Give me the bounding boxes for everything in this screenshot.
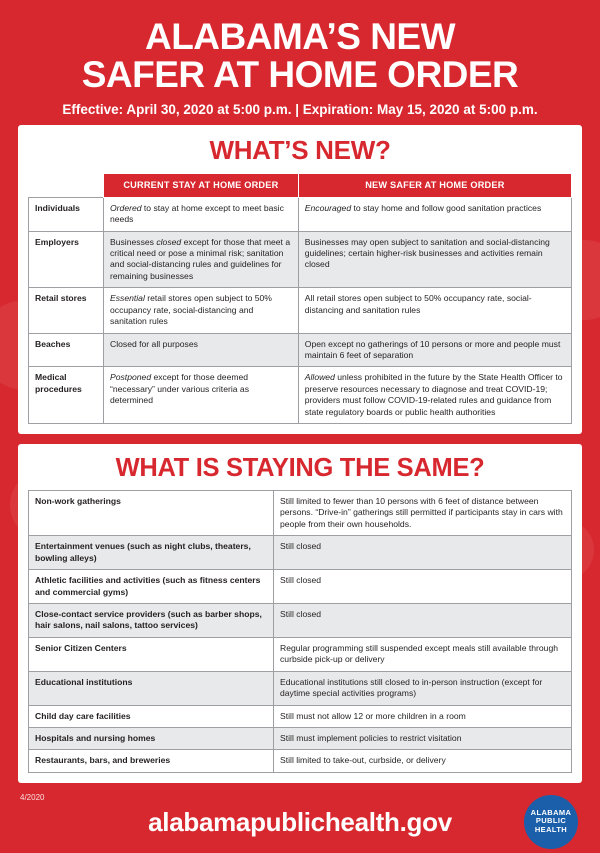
cell-athletic-facilities: Still closed (274, 570, 572, 604)
table-row (29, 603, 572, 637)
row-label-entertainment-venues: Entertainment venues (such as night clubs, theaters, bowling alleys) (29, 536, 274, 570)
cell-emphasis: Essential (110, 293, 145, 304)
cell-beaches-current (104, 333, 299, 367)
whats-new-title: WHAT’S NEW? (209, 135, 391, 166)
staying-same-panel (18, 444, 582, 783)
row-label-employers: Employers (29, 231, 104, 288)
page-title-line-2: SAFER AT HOME ORDER (81, 53, 519, 95)
column-header-blank (29, 174, 104, 197)
logo-line-1: ALABAMA (530, 807, 572, 817)
date-stamp: 4/2020 (20, 792, 45, 802)
effective-dates: Effective: April 30, 2020 at 5:00 p.m. | Expiration: May 15, 2020 at 5:00 p.m. (62, 102, 538, 118)
cell-emphasis: Ordered (110, 202, 142, 213)
cell-hospitals-nursing-homes: Still must implement policies to restrict visitation (274, 727, 572, 749)
table-row (29, 671, 572, 705)
column-header-new-order: NEW SAFER AT HOME ORDER (298, 174, 571, 197)
row-label-individuals: Individuals (29, 197, 104, 231)
alabama-public-health-logo (524, 795, 578, 849)
cell-medical-current (104, 367, 299, 424)
page-title-line-1: ALABAMA’S NEW (144, 16, 456, 57)
cell-emphasis: Allowed (304, 372, 335, 383)
poster-footer (18, 793, 582, 853)
table-row (29, 288, 572, 333)
cell-entertainment-venues: Still closed (274, 536, 572, 570)
cell-text: retail stores open subject to 50% occupancy rate, social-distancing and sanitation rules (110, 293, 272, 327)
row-label-non-work-gatherings: Non-work gatherings (29, 491, 274, 536)
cell-emphasis: Postponed (110, 372, 152, 383)
cell-child-day-care: Still must not allow 12 or more children in a room (274, 705, 572, 727)
cell-close-contact-services: Still closed (274, 603, 572, 637)
row-label-retail-stores: Retail stores (29, 288, 104, 333)
table-row (29, 536, 572, 570)
row-label-hospitals-nursing-homes: Hospitals and nursing homes (29, 727, 274, 749)
cell-text: Closed for all purposes (110, 338, 198, 349)
row-label-close-contact-services: Close-contact service providers (such as barber shops, hair salons, nail salons, tattoo services) (29, 603, 274, 637)
website-url[interactable]: alabamapublichealth.gov (148, 806, 452, 837)
row-label-beaches: Beaches (29, 333, 104, 367)
staying-same-title: WHAT IS STAYING THE SAME? (115, 454, 485, 483)
cell-text: unless prohibited in the future by the State Health Officer to preserve resources necessary to diagnose and treat COVID-19; providers must follow COVID-19-related rules and guidance from state regulatory boards or public health authorities (304, 372, 563, 417)
table-row (29, 491, 572, 536)
cell-retail-current (104, 288, 299, 333)
cell-individuals-current (104, 197, 299, 231)
row-label-educational-institutions: Educational institutions (29, 671, 274, 705)
cell-text: Open except no gatherings of 10 persons or more and people must maintain 6 feet of separation (304, 338, 561, 360)
whats-new-table (28, 173, 572, 424)
table-row (29, 637, 572, 671)
table-row (29, 570, 572, 604)
row-label-senior-citizen-centers: Senior Citizen Centers (29, 637, 274, 671)
table-header-row (29, 174, 572, 197)
table-row (29, 750, 572, 772)
logo-line-2: PUBLIC (535, 816, 567, 826)
cell-text: All retail stores open subject to 50% occupancy rate, social-distancing and sanitation rules (304, 293, 532, 315)
cell-text: except for those deemed “necessary” under various criteria as determined (110, 372, 249, 406)
cell-retail-new (298, 288, 571, 333)
table-row (29, 197, 572, 231)
cell-text: Businesses may open subject to sanitation and social-distancing guidelines; certain higher-risk businesses and activities remain closed (304, 236, 550, 270)
cell-employers-current (104, 231, 299, 288)
table-row (29, 333, 572, 367)
staying-same-table (28, 490, 572, 773)
cell-non-work-gatherings: Still limited to fewer than 10 persons with 6 feet of distance between persons. “Drive-in” gatherings still permitted if participants stay in cars with people from their own households. (274, 491, 572, 536)
cell-senior-citizen-centers: Regular programming still suspended except meals still available through curbside pick-up or delivery (274, 637, 572, 671)
table-row (29, 705, 572, 727)
cell-emphasis: closed (156, 236, 182, 247)
row-label-athletic-facilities: Athletic facilities and activities (such as fitness centers and commercial gyms) (29, 570, 274, 604)
column-header-current-order: CURRENT STAY AT HOME ORDER (104, 174, 299, 197)
cell-text: except for those that meet a critical need or pose a minimal risk; sanitation and social-distancing rules and guidelines for remaining businesses (110, 236, 291, 281)
cell-text: to stay at home except to meet basic needs (110, 202, 284, 225)
cell-text-pre: Businesses (110, 236, 157, 247)
cell-beaches-new (298, 333, 571, 367)
cell-restaurants-bars: Still limited to take-out, curbside, or delivery (274, 750, 572, 772)
cell-text: to stay home and follow good sanitation practices (351, 202, 542, 213)
cell-individuals-new (298, 197, 571, 231)
logo-line-3: HEALTH (534, 825, 568, 835)
cell-medical-new (298, 367, 571, 424)
table-row (29, 727, 572, 749)
row-label-medical-procedures: Medical procedures (29, 367, 104, 424)
row-label-restaurants-bars: Restaurants, bars, and breweries (29, 750, 274, 772)
whats-new-panel (18, 125, 582, 434)
poster-header (18, 0, 582, 117)
table-row (29, 231, 572, 288)
cell-employers-new (298, 231, 571, 288)
cell-educational-institutions: Educational institutions still closed to in-person instruction (except for daytime special activities programs) (274, 671, 572, 705)
row-label-child-day-care: Child day care facilities (29, 705, 274, 727)
cell-emphasis: Encouraged (304, 202, 352, 213)
table-row (29, 367, 572, 424)
